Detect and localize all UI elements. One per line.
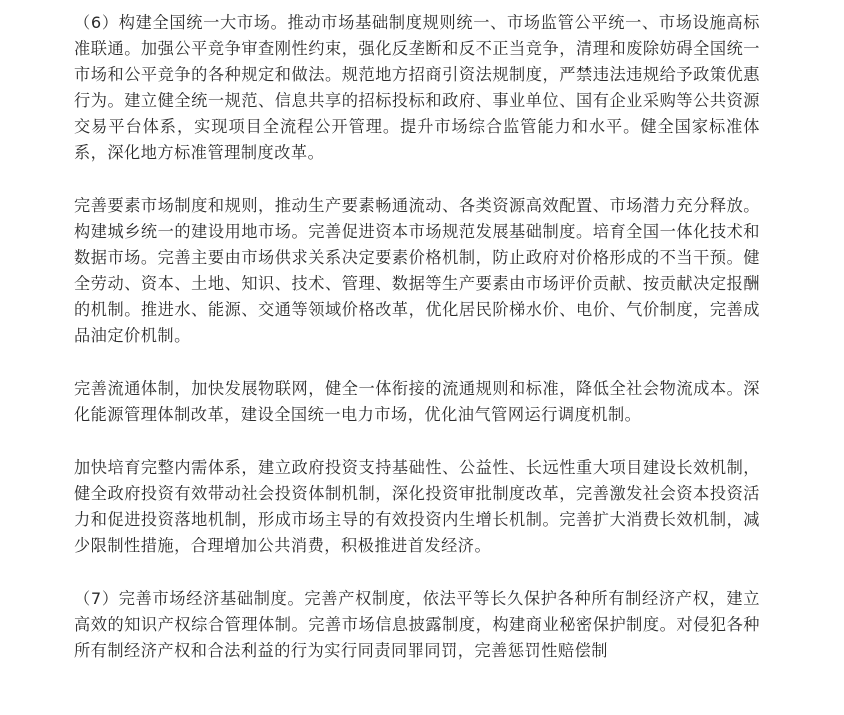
document-body: [74, 10, 760, 664]
paragraph-domestic-demand: 加快培育完整内需体系，建立政府投资支持基础性、公益性、长远性重大项目建设长效机制，健全政府投资有效带动社会投资体制机制，深化投资审批制度改革，完善激发社会资本投资活力和促进投资落地机制，形成市场主导的有效投资内生增长机制。完善扩大消费长效机制，减少限制性措施，合理增加公共消费，积极推进首发经济。: [74, 458, 760, 555]
paragraph-factor-market: 完善要素市场制度和规则，推动生产要素畅通流动、各类资源高效配置、市场潜力充分释放。构建城乡统一的建设用地市场。完善促进资本市场规范发展基础制度。培育全国一体化技术和数据市场。完善主要由市场供求关系决定要素价格机制，防止政府对价格形成的不当干预。健全劳动、资本、土地、知识、技术、管理、数据等生产要素由市场评价贡献、按贡献决定报酬的机制。推进水、能源、交通等领域价格改革，优化居民阶梯水价、电价、气价制度，完善成品油定价机制。: [74, 196, 760, 345]
paragraph-circulation-system: 完善流通体制，加快发展物联网，健全一体衔接的流通规则和标准，降低全社会物流成本。深化能源管理体制改革，建设全国统一电力市场，优化油气管网运行调度机制。: [74, 379, 760, 424]
paragraph-unified-market: （6）构建全国统一大市场。推动市场基础制度规则统一、市场监管公平统一、市场设施高标准联通。加强公平竞争审查刚性约束，强化反垄断和反不正当竞争，清理和废除妨碍全国统一市场和公平竞争的各种规定和做法。规范地方招商引资法规制度，严禁违法违规给予政策优惠行为。建立健全统一规范、信息共享的招标投标和政府、事业单位、国有企业采购等公共资源交易平台体系，实现项目全流程公开管理。提升市场综合监管能力和水平。健全国家标准体系，深化地方标准管理制度改革。: [74, 13, 760, 162]
paragraph-market-economy-basics: （7）完善市场经济基础制度。完善产权制度，依法平等长久保护各种所有制经济产权，建立高效的知识产权综合管理体制。完善市场信息披露制度，构建商业秘密保护制度。对侵犯各种所有制经济产权和合法利益的行为实行同责同罪同罚，完善惩罚性赔偿制: [74, 589, 760, 660]
